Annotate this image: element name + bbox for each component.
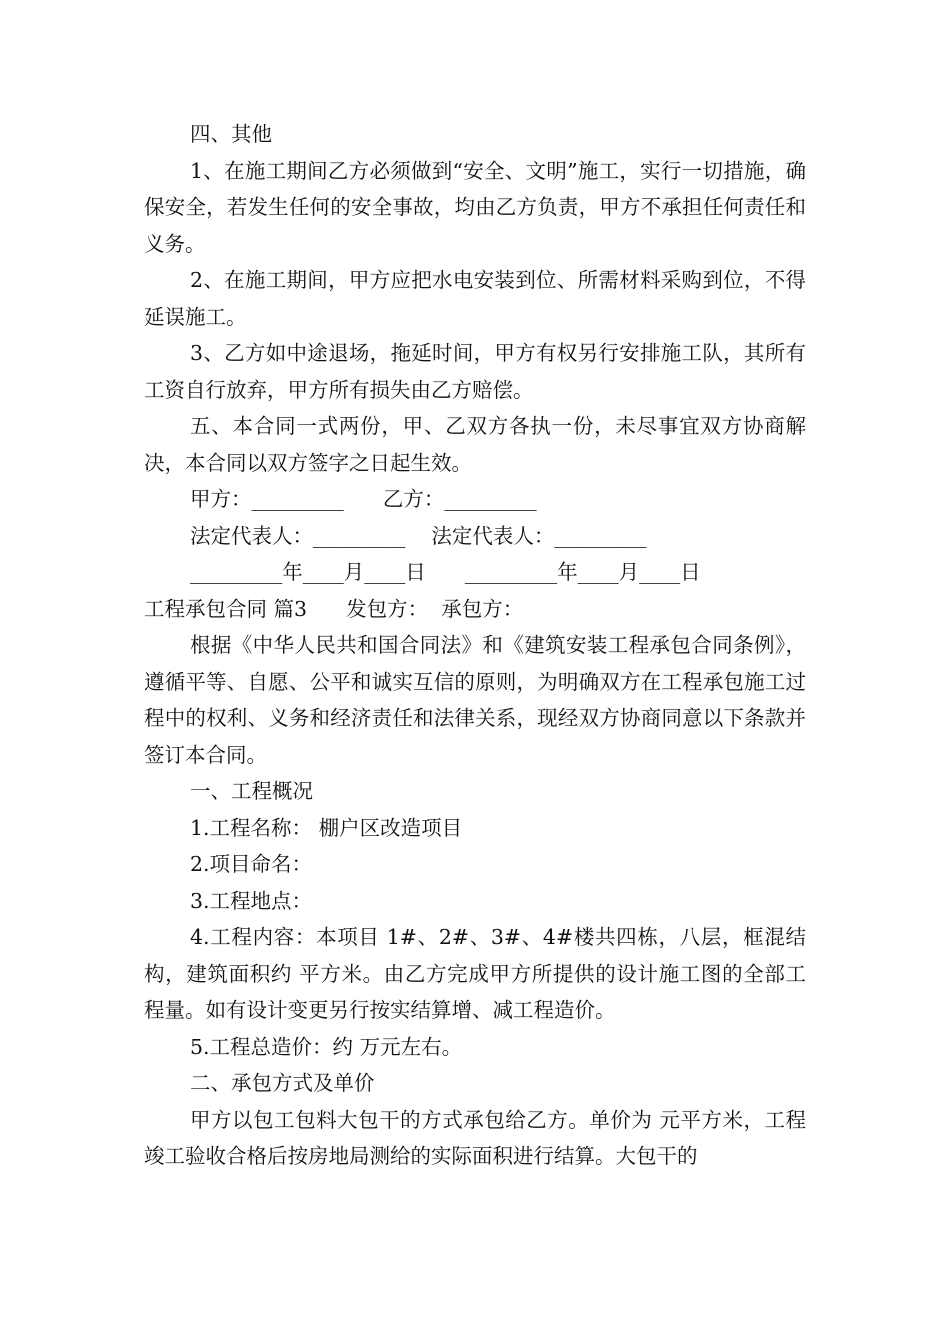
clause-paragraph: 3、乙方如中途退场，拖延时间，甲方有权另行安排施工队，其所有工资自行放弃，甲方所有损失由乙方赔偿。	[144, 341, 806, 402]
overview-item: 3.工程地点：	[190, 888, 313, 913]
document-body	[144, 116, 806, 1175]
overview-item: 1.工程名称： 棚户区改造项目	[190, 815, 463, 840]
clause-paragraph: 2、在施工期间，甲方应把水电安装到位、所需材料采购到位，不得延误施工。	[144, 268, 806, 329]
section-heading-other: 四、其他	[190, 122, 272, 146]
signature-representative-line: 法定代表人：_________ 法定代表人：_________	[190, 523, 647, 548]
contract-title-line: 工程承包合同 篇3 发包方： 承包方：	[144, 596, 524, 621]
section-heading-contract-method: 二、承包方式及单价	[190, 1071, 375, 1095]
clause-paragraph: 五、本合同一式两份，甲、乙双方各执一份，未尽事宜双方协商解决，本合同以双方签字之日起生效。	[144, 414, 806, 475]
contract-method-paragraph: 甲方以包工包料大包干的方式承包给乙方。单价为 元平方米，工程竣工验收合格后按房地局测给的实际面积进行结算。大包干的	[144, 1107, 806, 1168]
overview-item: 2.项目命名：	[190, 852, 313, 876]
clause-paragraph: 1、在施工期间乙方必须做到“安全、文明”施工，实行一切措施，确保安全，若发生任何的安全事故，均由乙方负责，甲方不承担任何责任和义务。	[144, 158, 806, 256]
signature-date-line: _________年____月____日 _________年____月____日	[190, 560, 701, 584]
overview-item: 5.工程总造价：约 万元左右。	[190, 1034, 463, 1059]
signature-party-line: 甲方：_________ 乙方：_________	[190, 487, 537, 511]
overview-item: 4.工程内容：本项目 1#、2#、3#、4#楼共四栋，八层，框混结构，建筑面积约 平方米。由乙方完成甲方所提供的设计施工图的全部工程量。如有设计变更另行按实结算增、减工程造价。	[144, 925, 806, 1022]
preamble-paragraph: 根据《中华人民共和国合同法》和《建筑安装工程承包合同条例》，遵循平等、自愿、公平和诚实互信的原则，为明确双方在工程承包施工过程中的权利、义务和经济责任和法律关系，现经双方协商同意以下条款并签订本合同。	[144, 633, 806, 767]
section-heading-overview: 一、工程概况	[190, 779, 313, 803]
